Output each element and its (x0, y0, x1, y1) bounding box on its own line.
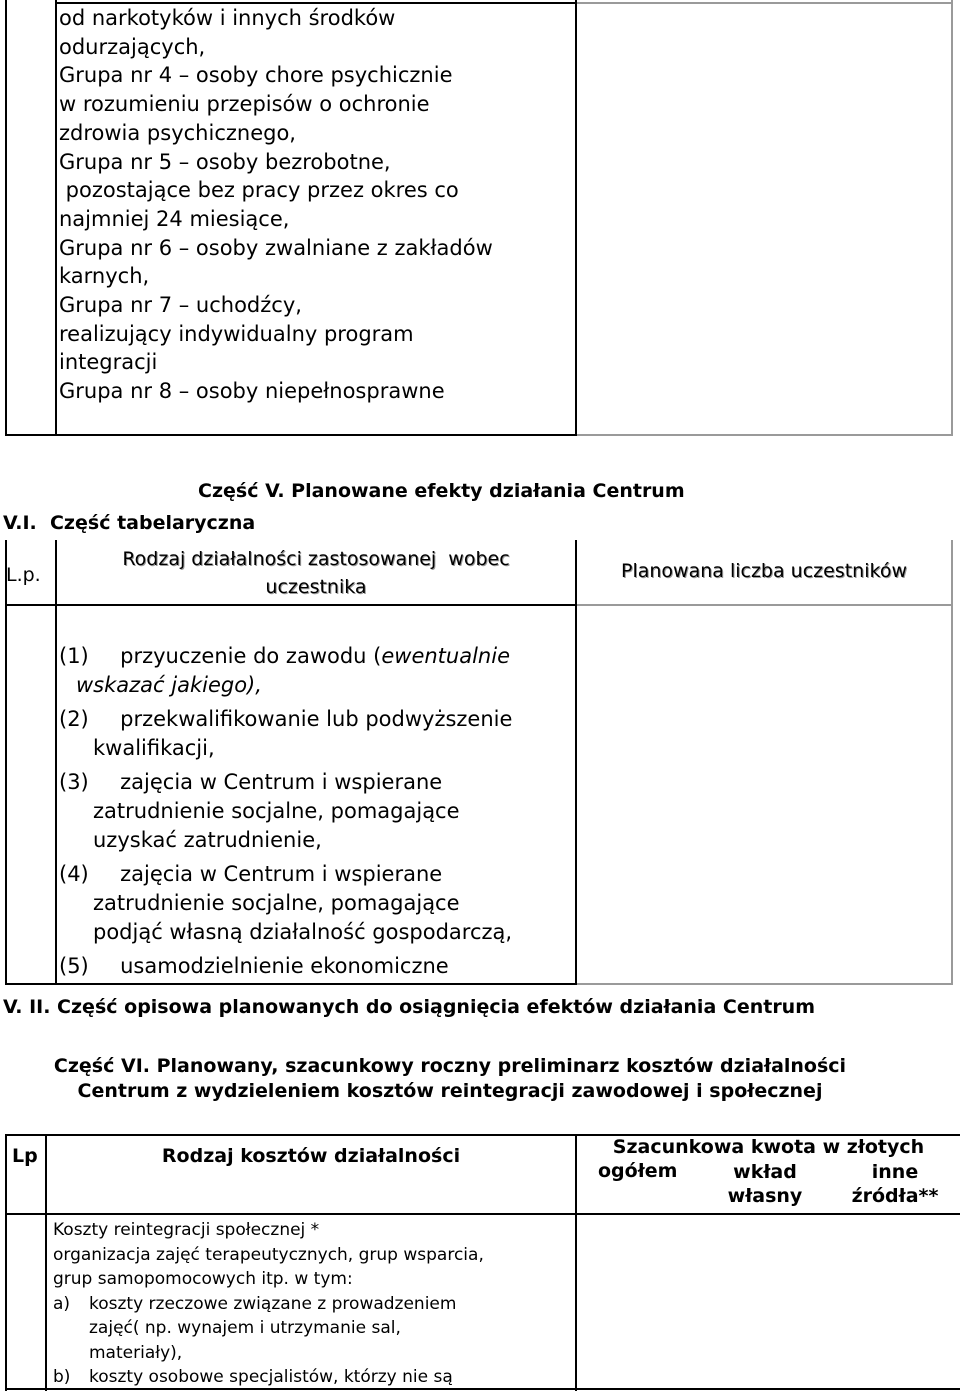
subitem-marker: b) (53, 1367, 71, 1387)
effect-item-continuation: zatrudnienie socjalne, pomagające (93, 799, 460, 823)
effect-item-continuation: wskazać jakiego), (76, 673, 262, 697)
effect-item-text: przyuczenie do zawodu ( (120, 644, 382, 668)
costs-col-wklad-line: wkład (733, 1161, 797, 1183)
effect-item-text: zajęcia w Centrum i wspierane (120, 862, 443, 886)
costs-row-line: organizacja zajęć terapeutycznych, grup wsparcia, (53, 1244, 484, 1265)
effect-item (59, 952, 449, 981)
effect-item (59, 860, 442, 889)
effect-item-continuation: uzyskać zatrudnienie, (93, 828, 322, 852)
group-list-line: najmniej 24 miesiące, (59, 206, 290, 231)
effects-table-divider (55, 540, 57, 985)
effects-col-rodzaj (57, 545, 575, 601)
group-list-line: integracji (59, 350, 158, 375)
group-list-line: od narkotyków i innych środków (59, 6, 396, 30)
top-table-top-border (577, 2, 953, 4)
top-table-left-border (5, 0, 7, 436)
costs-row-line: zajęć( np. wynajem i utrzymanie sal, (89, 1318, 401, 1338)
part6-heading (0, 1054, 900, 1104)
costs-row-line: materiały), (89, 1342, 183, 1363)
group-list-line: Grupa nr 5 – osoby bezrobotne, (59, 149, 391, 174)
effect-item (59, 642, 510, 671)
effect-item (59, 705, 512, 734)
group-list-line: pozostające bez pracy przez okres co (59, 178, 459, 203)
costs-row-subitem (53, 1365, 484, 1390)
group-list-line: zdrowia psychicznego, (59, 120, 296, 145)
costs-row-text (53, 1218, 484, 1390)
top-table-divider (575, 0, 577, 436)
effects-table-bottom-border (5, 983, 577, 985)
costs-col-wklad-line: własny (727, 1185, 803, 1207)
group-list-line: realizujący indywidualny program (59, 321, 414, 346)
costs-table-divider (575, 1134, 577, 1391)
part5-subheading-tabular: V.I. Część tabelaryczna (3, 512, 256, 534)
costs-col-wklad (700, 1160, 830, 1208)
effect-item-number: (4) (59, 862, 89, 886)
effect-item-number: (5) (59, 954, 89, 978)
effect-item-continuation: podjąć własną działalność gospodarczą, (93, 920, 513, 944)
group-list-line: Grupa nr 4 – osoby chore psychicznie (59, 63, 453, 88)
costs-col-lp: Lp (12, 1145, 38, 1167)
subitem-marker: a) (53, 1293, 71, 1314)
effects-table-header-rule (577, 604, 953, 606)
top-table-bottom-border (5, 434, 577, 436)
costs-row-line: grup samopomocowych itp. w tym: (53, 1269, 353, 1289)
effects-table-header-rule (5, 604, 577, 606)
part6-heading-line: Centrum z wydzieleniem kosztów reintegracji zawodowej i społecznej (77, 1080, 823, 1102)
effects-col-liczba: Planowana liczba uczestników (621, 560, 907, 582)
effect-item-text: usamodzielnienie ekonomiczne (120, 954, 449, 978)
group-list-line: odurzających, (59, 34, 206, 59)
costs-col-inne-line: źródła** (851, 1185, 939, 1207)
effects-col-rodzaj-line: uczestnika (265, 576, 367, 598)
group-list-line: Grupa nr 6 – osoby zwalniane z zakładów (59, 235, 493, 260)
costs-row-line: Koszty reintegracji społecznej * (53, 1220, 320, 1240)
effects-table-right-border (951, 540, 953, 985)
effect-item-text: przekwalifikowanie lub podwyższenie (120, 707, 513, 731)
group-list-line: Grupa nr 7 – uchodźcy, (59, 293, 302, 318)
subitem-text: koszty osobowe specjalistów, którzy nie są (89, 1367, 453, 1387)
effect-item (59, 768, 442, 797)
effect-item-continuation: kwalifikacji, (93, 736, 215, 760)
costs-col-inne (830, 1160, 960, 1208)
effect-item-text-italic: ewentualnie (381, 644, 510, 668)
effect-item-number: (1) (59, 644, 89, 668)
effects-col-lp: L.p. (6, 564, 41, 586)
costs-col-rodzaj: Rodzaj kosztów działalności (161, 1145, 461, 1167)
subitem-text: koszty rzeczowe związane z prowadzeniem (89, 1293, 457, 1314)
effect-item-number: (2) (59, 707, 89, 731)
group-list-line: Grupa nr 8 – osoby niepełnosprawne (59, 379, 445, 404)
effect-item-continuation: zatrudnienie socjalne, pomagające (93, 891, 460, 915)
group-list (59, 4, 493, 406)
effects-col-rodzaj-line: Rodzaj działalności zastosowanej wobec (122, 548, 510, 570)
group-list-line: karnych, (59, 264, 150, 289)
effects-table-divider (575, 540, 577, 985)
effect-item-text: zajęcia w Centrum i wspierane (120, 770, 443, 794)
part5-heading: Część V. Planowane efekty działania Centrum (198, 480, 685, 502)
costs-row-subitem (53, 1292, 484, 1317)
group-list-line: w rozumieniu przepisów o ochronie (59, 92, 430, 117)
top-table-bottom-border (577, 434, 953, 436)
costs-table-left-border (5, 1134, 7, 1391)
top-table-right-border (951, 0, 953, 436)
costs-table-divider (45, 1134, 47, 1391)
part5-subheading-descriptive: V. II. Część opisowa planowanych do osiągnięcia efektów działania Centrum (3, 996, 816, 1018)
effect-item-number: (3) (59, 770, 89, 794)
costs-col-kwota: Szacunkowa kwota w złotych (612, 1136, 925, 1158)
effects-table-left-border (5, 540, 7, 985)
part6-heading-line: Część VI. Planowany, szacunkowy roczny preliminarz kosztów działalności (53, 1055, 847, 1077)
costs-col-ogolem: ogółem (598, 1160, 678, 1182)
costs-col-inne-line: inne (871, 1161, 919, 1183)
effects-table-bottom-border (577, 983, 953, 985)
costs-table-header-rule (5, 1213, 960, 1215)
top-table-divider (55, 0, 57, 436)
